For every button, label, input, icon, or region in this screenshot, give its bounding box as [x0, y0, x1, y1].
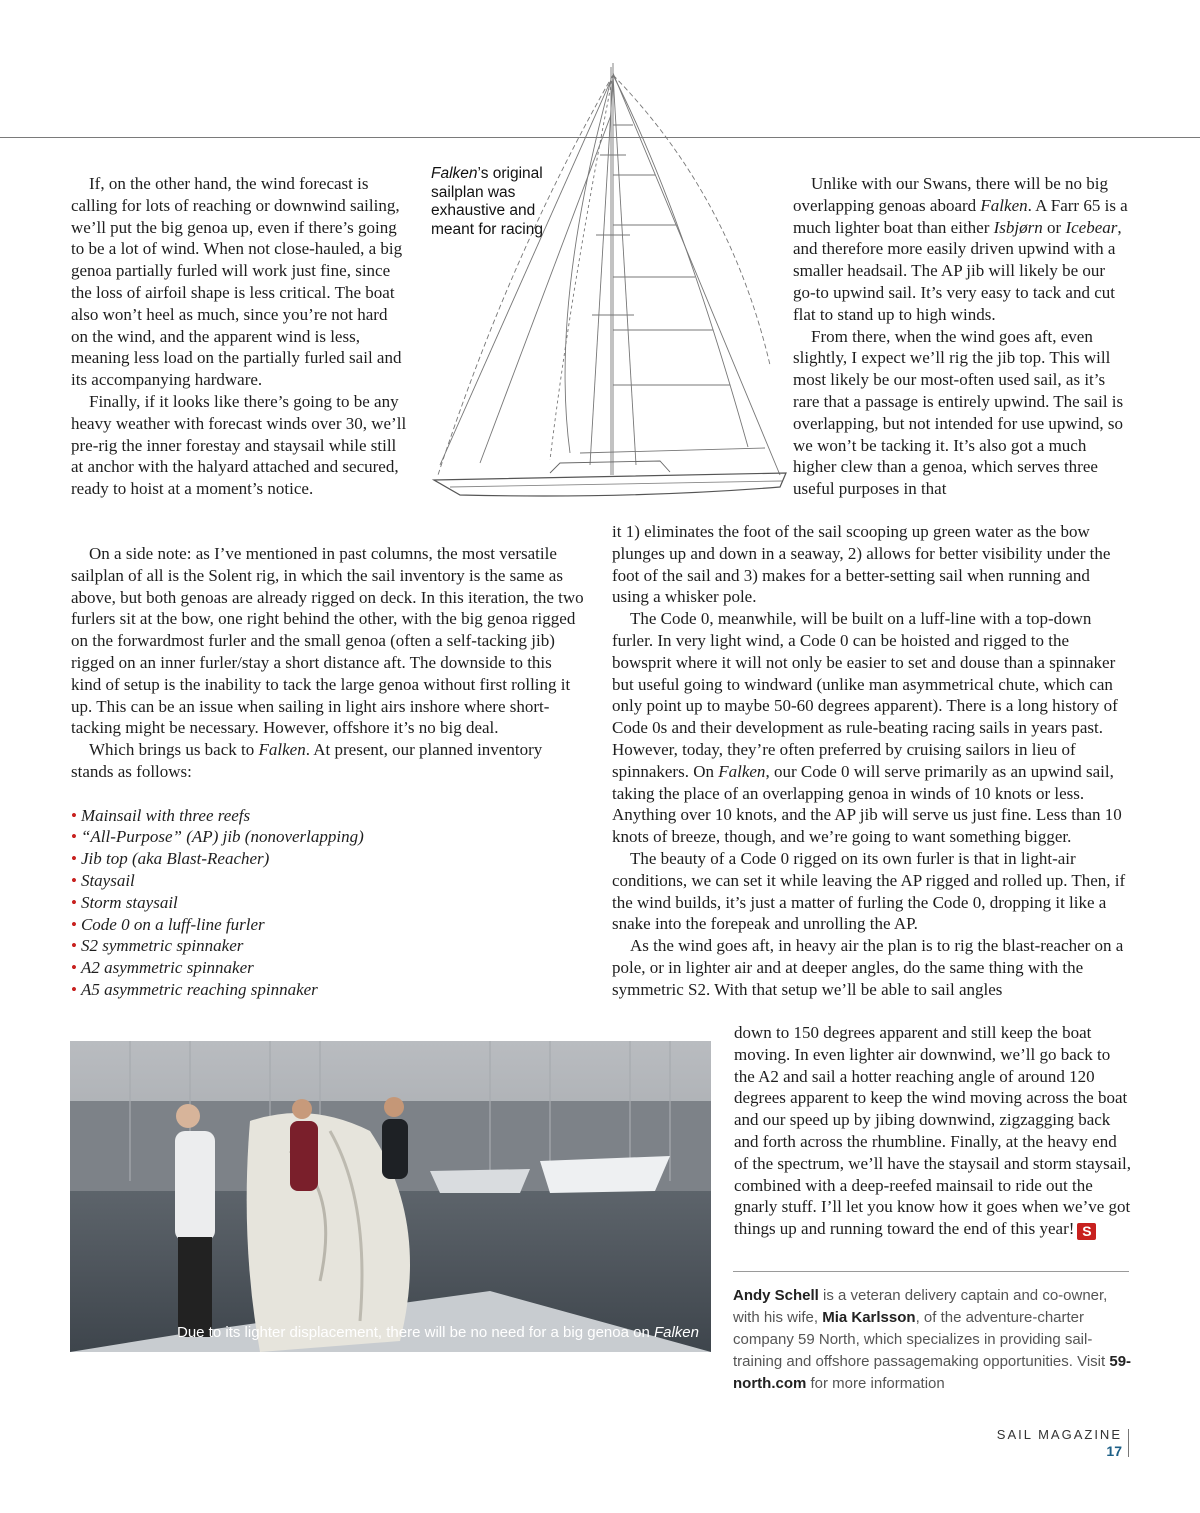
page-number: 17 [1106, 1443, 1122, 1459]
sail-inventory-list [71, 805, 586, 1001]
paragraph: The Code 0, meanwhile, will be built on a luff-line with a top-down furler. In very light wind, a Code 0 can be hoisted and rigged to the bowsprit where it will not only be easier to set and douse than a spinnaker but useful going to windward (unlike man asymmetrical chute, which can only point up to maybe 50-60 degrees apparent). There is a long history of Code 0s and their development as rule-beating racing sails in years past. However, today, they’re often preferred by cruising sailors in lieu of spinnakers. On Falken, our Code 0 will serve primarily as an upwind sail, taking the place of an overlapping genoa in winds of 10 knots or less. Anything over 10 knots, and the AP jib will serve us just fine. Less than 10 knots of breeze, though, and we’re going to want something bigger. [612, 609, 1122, 847]
sail-inventory-label: A5 asymmetric reaching spinnaker [80, 979, 318, 999]
bullet-icon: • [71, 914, 77, 934]
paragraph: If, on the other hand, the wind forecast is calling for lots of reaching or downwind sailing, we’ll put the big genoa up, even if there’s going to be a lot of wind. When not close-hauled, a big genoa partially furled will work just fine, since the loss of airfoil shape is less critical. The boat also won’t heel as much, since you’re not hard on the wind, and the apparent wind is less, meaning less load on the partially furled sail and its accompanying hardware. [71, 174, 403, 390]
sail-inventory-label: Code 0 on a luff-line furler [80, 914, 265, 934]
bullet-icon: • [71, 936, 77, 956]
paragraph: Which brings us back to Falken. At present, our planned inventory stands as follows: [71, 740, 543, 781]
bullet-icon: • [71, 979, 77, 999]
author-bio: Andy Schell is a veteran delivery captain and co-owner, with his wife, Mia Karlsson, of the adventure-charter company 59 North, which specializes in providing sail-training and offshore passagemaking opportunities. Visit 59-north.com for more information [733, 1287, 1132, 1392]
paragraph: The beauty of a Code 0 rigged on its own furler is that in light-air conditions, we can set it while leaving the AP rigged and rolled up. Then, if the wind builds, it’s just a matter of furling the Code 0, dropping it like a snake into the forepeak and unrolling the AP. [612, 848, 1126, 934]
sail-inventory-item [71, 870, 586, 892]
figure-caption [431, 165, 551, 239]
paragraph: As the wind goes aft, in heavy air the plan is to rig the blast-reacher on a pole, or in lighter air and at deeper angles, do the same thing with the symmetric S2. With that setup we’ll be able to sail angles [612, 936, 1124, 999]
right-column-bottom [734, 1022, 1132, 1240]
sail-inventory-label: Jib top (aka Blast-Reacher) [80, 849, 270, 869]
sail-inventory-item [71, 805, 586, 827]
caption-text: ’s original sailplan was exhaustive and meant for racing [431, 165, 543, 238]
caption-boat-name: Falken [431, 165, 478, 182]
paragraph: down to 150 degrees apparent and still keep the boat moving. In even lighter air downwind, we’ll go back to the A2 and sail a hotter reaching angle of around 120 degrees apparent to keep the wind moving across the boat and our speed up by jibing downwind, zigzagging back and forth across the rhumbline. Finally, at the heavy end of the spectrum, we’ll have the staysail and storm staysail, combined with a deep-reefed mainsail to ride out the gnarly stuff. I’ll let you know how it goes when we’ve got things up and running toward the end of this year! S [734, 1023, 1132, 1240]
sail-inventory-label: S2 symmetric spinnaker [80, 936, 244, 956]
bullet-icon: • [71, 805, 77, 825]
bullet-icon: • [71, 849, 77, 869]
sail-inventory-item [71, 848, 586, 870]
paragraph: From there, when the wind goes aft, even slightly, I expect we’ll rig the jib top. This will most likely be our most-often used sail, as it’s rare that a passage is entirely upwind. The sail is overlapping, but not intended for use upwind, so we won’t be tacking it. It’s also got a much higher clew than a genoa, which serves three useful purposes in that [793, 326, 1124, 499]
bullet-icon: • [71, 827, 77, 847]
sail-inventory-item [71, 892, 586, 914]
sail-inventory-label: Mainsail with three reefs [80, 805, 251, 825]
page-footer [997, 1427, 1122, 1459]
sail-inventory-item [71, 957, 586, 979]
sail-inventory-item [71, 979, 586, 1001]
sailplan-drawing [430, 55, 810, 505]
sail-inventory-item [71, 914, 586, 936]
website-link[interactable]: 59-north.com [733, 1353, 1132, 1392]
sail-inventory-label: Staysail [80, 870, 135, 890]
left-column-top [71, 173, 407, 500]
paragraph: Finally, if it looks like there’s going to be any heavy weather with forecast winds over 30, we’ll pre-rig the inner forestay and staysail while still at anchor with the halyard attached and secured, ready to hoist at a moment’s notice. [71, 391, 407, 499]
sail-inventory-label: A2 asymmetric spinnaker [80, 958, 254, 978]
bullet-icon: • [71, 958, 77, 978]
bio-divider [733, 1271, 1129, 1272]
paragraph: Unlike with our Swans, there will be no big overlapping genoas aboard Falken. A Farr 65 is a much lighter boat than either Isbjørn or Icebear, and therefore more easily driven upwind with a smaller headsail. The AP jib will likely be our go-to upwind sail. It’s very easy to tack and cut flat to stand up to high winds. [793, 174, 1128, 324]
photo-illustration [70, 1041, 711, 1352]
paragraph: it 1) eliminates the foot of the sail scooping up green water as the bow plunges up and down in a seaway, 2) allows for better visibility under the foot of the sail and 3) makes for a better-setting sail when running and using a whisker pole. [612, 522, 1111, 607]
sail-inventory-item [71, 826, 586, 848]
bullet-icon: • [71, 870, 77, 890]
left-column-body [71, 543, 586, 1001]
sail-inventory-label: “All-Purpose” (AP) jib (nonoverlapping) [80, 827, 364, 847]
photo-crew-with-sail [70, 1041, 711, 1352]
sail-inventory-label: Storm staysail [80, 892, 178, 912]
sail-logo-end-mark: S [1077, 1223, 1096, 1240]
paragraph: On a side note: as I’ve mentioned in past columns, the most versatile sailplan of all is the Solent rig, in which the sail inventory is the same as above, but both genoas are already rigged on deck. In this iteration, the two furlers sit at the bow, one right behind the other, with the big genoa rigged on the forwardmost furler and the small genoa (often a self-tacking jib) rigged on an inner furler/stay a short distance aft. The downside to this kind of setup is the inability to tack the large genoa without first rolling it up. This can be an issue when sailing in light airs inshore where short-tacking might be necessary. However, offshore it’s no big deal. [71, 544, 584, 738]
right-column-top [793, 173, 1129, 500]
photo-caption: Due to its lighter displacement, there will be no need for a big genoa on Falken [177, 1323, 699, 1341]
partner-name: Mia Karlsson [822, 1309, 916, 1326]
right-column-body [612, 521, 1129, 1001]
magazine-name: SAIL MAGAZINE [996, 1427, 1122, 1442]
author-name: Andy Schell [733, 1287, 819, 1304]
bullet-icon: • [71, 892, 77, 912]
sail-inventory-item [71, 935, 586, 957]
footer-divider [1128, 1429, 1129, 1457]
